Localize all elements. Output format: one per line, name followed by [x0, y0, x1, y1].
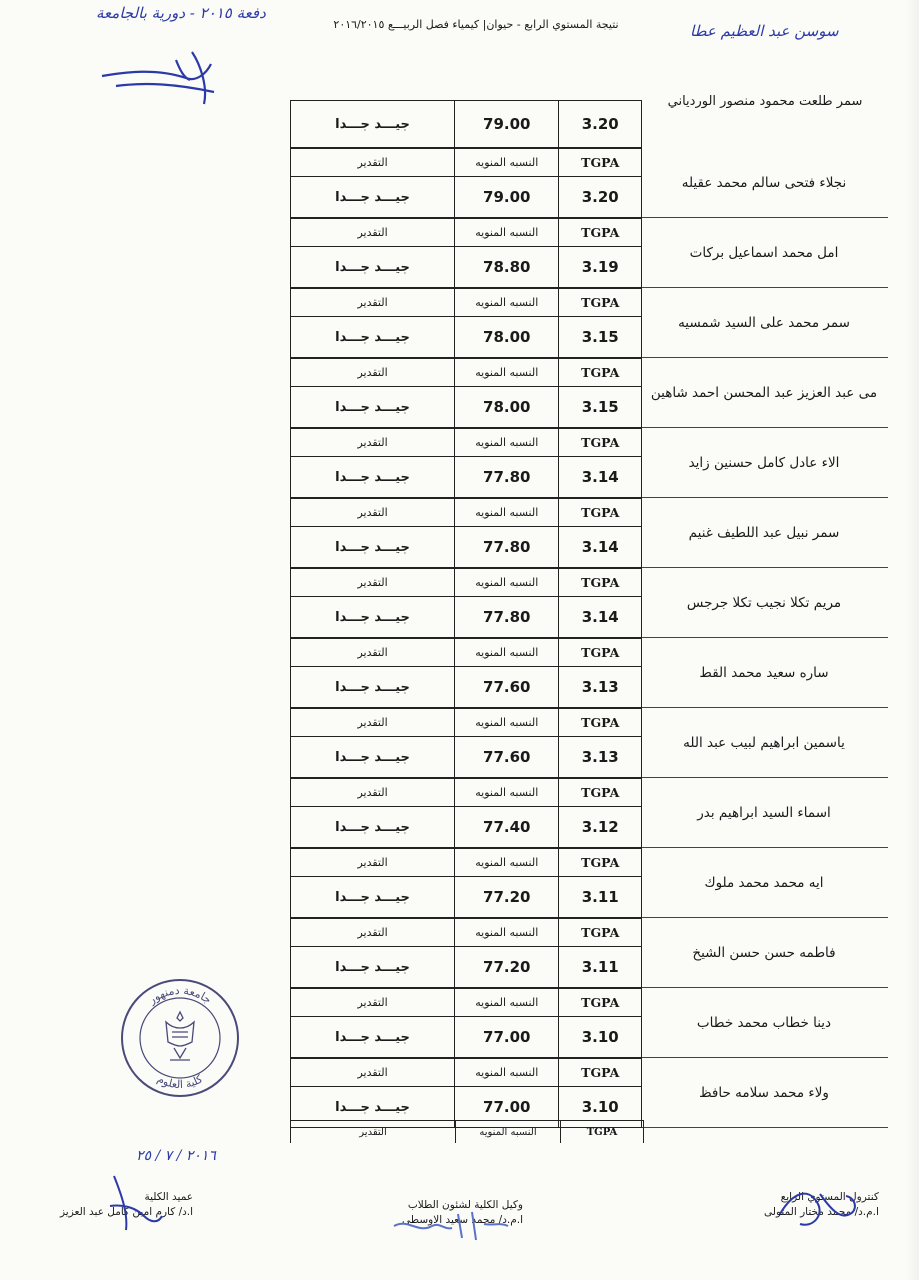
grade-header: التقدير	[291, 1121, 456, 1143]
student-name: امل محمد اسماعيل بركات	[689, 244, 839, 261]
handwritten-date: ٢٠١٦ / ٧ / ٢٥	[136, 1148, 216, 1164]
tgpa-header: TGPA	[581, 855, 620, 870]
grade-header: التقدير	[291, 639, 455, 666]
first-row-values	[290, 100, 642, 148]
tgpa-value: 3.11	[581, 958, 619, 976]
tgpa-value: 3.15	[581, 398, 619, 416]
grade-header: التقدير	[291, 429, 455, 456]
grade-value: جيـــد جـــدا	[291, 947, 455, 987]
grade-header: التقدير	[291, 709, 455, 736]
partial-next-row	[290, 1120, 644, 1143]
percent-value: 77.20	[455, 877, 559, 917]
value-cells	[290, 596, 642, 638]
tgpa-value: 3.14	[581, 608, 619, 626]
grade-value: جيـــد جـــدا	[291, 877, 455, 917]
tgpa-header: TGPA	[581, 435, 620, 450]
grade-header: التقدير	[291, 569, 455, 596]
scan-edge	[905, 0, 919, 1280]
student-name: الاء عادل كامل حسنين زايد	[688, 454, 840, 471]
column-headers	[290, 778, 642, 806]
tgpa-header: TGPA	[581, 505, 620, 520]
student-row	[290, 1058, 888, 1128]
percent-header: النسبه المنويه	[456, 1121, 561, 1143]
dean-name: ا.د/ كارم امين كامل عبد العزيز	[60, 1206, 194, 1218]
percent-value: 79.00	[455, 101, 559, 147]
value-cells	[290, 666, 642, 708]
tgpa-header: TGPA	[581, 785, 620, 800]
dean-signature	[100, 1166, 170, 1236]
percent-value: 77.00	[455, 1017, 559, 1057]
grade-value: جيـــد جـــدا	[291, 737, 455, 777]
page-header-title: نتيجة المستوي الرابع - حيوان| كيمياء فصل الربيـــع ٢٠١٦/٢٠١٥	[333, 18, 619, 31]
stamp-top-text: جامعة دمنهور	[145, 983, 215, 1007]
column-headers	[290, 708, 642, 736]
percent-header: النسبه المنويه	[455, 219, 559, 246]
percent-header: النسبه المنويه	[455, 989, 559, 1016]
control-name: ا.م.د/ محمد مختار المتولى	[764, 1206, 879, 1218]
grade-header: التقدير	[291, 359, 455, 386]
handwritten-note-top-right: سوسن عبد العظيم عطا	[690, 22, 839, 40]
tgpa-header: TGPA	[581, 155, 620, 170]
vice-dean-name: ا.م.د/ محمد سعيد الاوسطى	[402, 1214, 523, 1226]
student-row	[290, 638, 888, 708]
tgpa-header: TGPA	[586, 1126, 618, 1138]
eagle-emblem-icon	[166, 1012, 194, 1060]
grade-header: التقدير	[291, 989, 455, 1016]
vice-dean-signature	[388, 1204, 518, 1248]
student-name: سمر نبيل عبد اللطيف غنيم	[688, 524, 840, 541]
value-cells	[290, 806, 642, 848]
grade-value: جيـــد جـــدا	[291, 177, 455, 217]
tgpa-value: 3.20	[581, 188, 619, 206]
tgpa-header: TGPA	[581, 295, 620, 310]
percent-header: النسبه المنويه	[455, 569, 559, 596]
grade-value: جيـــد جـــدا	[291, 667, 455, 707]
grade-value: جيـــد جـــدا	[291, 597, 455, 637]
tgpa-value: 3.13	[581, 678, 619, 696]
column-headers	[290, 218, 642, 246]
percent-value: 77.80	[455, 597, 559, 637]
control-signature	[770, 1174, 870, 1244]
percent-value: 77.60	[455, 667, 559, 707]
dean-title: عميد الكلية	[144, 1191, 194, 1203]
percent-value: 77.40	[455, 807, 559, 847]
tgpa-value: 3.20	[581, 115, 619, 133]
value-cells	[290, 386, 642, 428]
student-row	[290, 218, 888, 288]
column-headers	[290, 428, 642, 456]
stamp-bottom-text: كلية العلوم	[155, 1072, 205, 1092]
tgpa-value: 3.13	[581, 748, 619, 766]
first-student-row	[290, 94, 888, 148]
tgpa-header: TGPA	[581, 575, 620, 590]
grade-header: التقدير	[291, 919, 455, 946]
tgpa-value: 3.15	[581, 328, 619, 346]
student-row	[290, 148, 888, 218]
percent-header: النسبه المنويه	[455, 849, 559, 876]
student-row	[290, 918, 888, 988]
tgpa-value: 3.11	[581, 888, 619, 906]
handwritten-note-top-left: دفعة ٢٠١٥ - دورية بالجامعة	[96, 4, 266, 22]
tgpa-header: TGPA	[581, 1065, 620, 1080]
tgpa-header: TGPA	[581, 225, 620, 240]
grade-value: جيـــد جـــدا	[291, 247, 455, 287]
value-cells	[290, 246, 642, 288]
tgpa-header: TGPA	[581, 645, 620, 660]
student-row	[290, 288, 888, 358]
grade-header: التقدير	[291, 779, 455, 806]
tgpa-header: TGPA	[581, 995, 620, 1010]
student-row	[290, 428, 888, 498]
student-name: مريم تكلا نجيب تكلا جرجس	[686, 594, 842, 611]
percent-value: 78.00	[455, 317, 559, 357]
value-cells	[290, 316, 642, 358]
student-name: سمر طلعت محمود منصور الوردياني	[667, 94, 863, 109]
grade-value: جيـــد جـــدا	[291, 387, 455, 427]
tgpa-value: 3.14	[581, 538, 619, 556]
student-name: نجلاء فتحى سالم محمد عقيله	[681, 174, 847, 191]
results-table	[290, 148, 888, 1128]
student-row	[290, 988, 888, 1058]
student-name: ياسمين ابراهيم لبيب عبد الله	[683, 734, 845, 751]
student-name: مى عبد العزيز عبد المحسن احمد شاهين	[650, 384, 878, 401]
grade-value: جيـــد جـــدا	[291, 527, 455, 567]
value-cells	[290, 1016, 642, 1058]
student-name: ولاء محمد سلامه حافظ	[699, 1084, 829, 1101]
grade-header: التقدير	[291, 149, 455, 176]
student-row	[290, 708, 888, 778]
value-cells	[290, 876, 642, 918]
tgpa-value: 3.19	[581, 258, 619, 276]
tgpa-value: 3.10	[581, 1028, 619, 1046]
percent-header: النسبه المنويه	[455, 499, 559, 526]
tgpa-value: 3.10	[581, 1098, 619, 1116]
percent-value: 77.80	[455, 457, 559, 497]
column-headers	[290, 148, 642, 176]
percent-header: النسبه المنويه	[455, 779, 559, 806]
percent-value: 77.20	[455, 947, 559, 987]
svg-text:جامعة دمنهور	[145, 984, 214, 1007]
tgpa-header: TGPA	[581, 365, 620, 380]
grade-header: التقدير	[291, 289, 455, 316]
percent-value: 78.00	[455, 387, 559, 427]
percent-value: 77.00	[455, 1087, 559, 1127]
column-headers	[290, 918, 642, 946]
grade-value: جيـــد جـــدا	[291, 101, 455, 147]
percent-value: 78.80	[455, 247, 559, 287]
percent-header: النسبه المنويه	[455, 149, 559, 176]
tgpa-value: 3.14	[581, 468, 619, 486]
student-row	[290, 358, 888, 428]
value-cells	[290, 526, 642, 568]
column-headers	[290, 848, 642, 876]
grade-header: التقدير	[291, 219, 455, 246]
percent-value: 77.80	[455, 527, 559, 567]
column-headers	[290, 988, 642, 1016]
percent-value: 77.60	[455, 737, 559, 777]
grade-value: جيـــد جـــدا	[291, 1017, 455, 1057]
tgpa-header: TGPA	[581, 715, 620, 730]
svg-text:كلية العلوم	[155, 1072, 205, 1091]
student-row	[290, 498, 888, 568]
percent-header: النسبه المنويه	[455, 1059, 559, 1086]
control-title: كنترول المستوي الرابع	[780, 1191, 879, 1203]
column-headers	[290, 638, 642, 666]
grade-header: التقدير	[291, 499, 455, 526]
column-headers	[290, 568, 642, 596]
percent-value: 79.00	[455, 177, 559, 217]
student-name: دينا خطاب محمد خطاب	[696, 1014, 832, 1031]
vice-dean-title: وكيل الكلية لشئون الطلاب	[407, 1199, 523, 1211]
percent-header: النسبه المنويه	[455, 639, 559, 666]
student-row	[290, 778, 888, 848]
value-cells	[290, 946, 642, 988]
value-cells	[290, 176, 642, 218]
percent-header: النسبه المنويه	[455, 919, 559, 946]
column-headers	[290, 1058, 642, 1086]
student-name: سمر محمد على السيد شمسيه	[678, 314, 850, 331]
percent-header: النسبه المنويه	[455, 429, 559, 456]
value-cells	[290, 456, 642, 498]
value-cells	[290, 736, 642, 778]
tgpa-header: TGPA	[581, 925, 620, 940]
percent-header: النسبه المنويه	[455, 359, 559, 386]
student-name: فاطمه حسن حسن الشيخ	[692, 944, 836, 961]
grade-header: التقدير	[291, 849, 455, 876]
grade-value: جيـــد جـــدا	[291, 1087, 455, 1127]
percent-header: النسبه المنويه	[455, 709, 559, 736]
row-divider	[642, 1127, 888, 1128]
grade-value: جيـــد جـــدا	[291, 457, 455, 497]
grade-value: جيـــد جـــدا	[291, 807, 455, 847]
signature-top-left	[96, 34, 226, 106]
percent-header: النسبه المنويه	[455, 289, 559, 316]
column-headers	[290, 288, 642, 316]
student-row	[290, 568, 888, 638]
column-headers	[290, 358, 642, 386]
grade-header: التقدير	[291, 1059, 455, 1086]
university-stamp	[118, 976, 242, 1100]
student-name: اسماء السيد ابراهيم بدر	[697, 804, 831, 821]
grade-value: جيـــد جـــدا	[291, 317, 455, 357]
tgpa-value: 3.12	[581, 818, 619, 836]
student-name: ساره سعيد محمد القط	[699, 664, 829, 681]
column-headers	[290, 498, 642, 526]
student-name: ايه محمد محمد ملوك	[704, 874, 824, 891]
student-row	[290, 848, 888, 918]
